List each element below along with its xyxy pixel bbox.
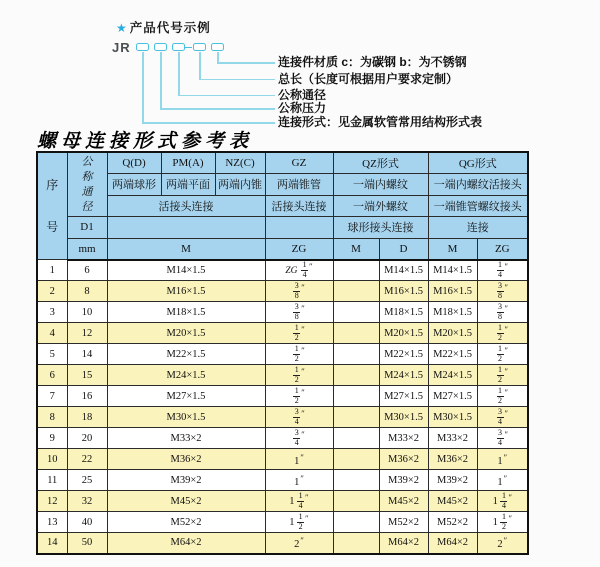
header-col-qg: QG形式 xyxy=(428,152,528,174)
cell-seq: 2 xyxy=(37,281,67,302)
cell-qg-zg: $\frac{1}{2}$ ″ xyxy=(477,365,528,386)
code-box-4 xyxy=(193,43,206,51)
code-box-1 xyxy=(136,43,149,51)
cell-qg-m: M33×2 xyxy=(428,428,477,449)
header-col-q: Q(D) xyxy=(107,152,161,174)
cell-seq: 13 xyxy=(37,512,67,533)
header-nz-sub: 两端内锥 xyxy=(215,174,265,196)
header-dn: 公称通径 xyxy=(67,152,107,217)
header-blank-1 xyxy=(107,217,265,239)
cell-qg-zg: 1 $\frac{1}{2}$ ″ xyxy=(477,512,528,533)
cell-qg-m: M14×1.5 xyxy=(428,260,477,281)
cell-m: M18×1.5 xyxy=(107,302,265,323)
header-col-gz: GZ xyxy=(265,152,333,174)
connector-line xyxy=(142,122,275,124)
cell-qg-m: M39×2 xyxy=(428,470,477,491)
cell-qz-m xyxy=(333,344,379,365)
cell-m: M39×2 xyxy=(107,470,265,491)
cell-qz-d: M36×2 xyxy=(379,449,428,470)
cell-qz-d: M18×1.5 xyxy=(379,302,428,323)
cell-gz: ZG $\frac{1}{4}$ ″ xyxy=(265,260,333,281)
cell-gz: 1 $\frac{1}{2}$ ″ xyxy=(265,512,333,533)
cell-qz-m xyxy=(333,512,379,533)
cell-seq: 12 xyxy=(37,491,67,512)
diagram-heading xyxy=(116,18,211,36)
cell-m: M52×2 xyxy=(107,512,265,533)
cell-gz: $\frac{3}{8}$ ″ xyxy=(265,302,333,323)
cell-gz: $\frac{3}{8}$ ″ xyxy=(265,281,333,302)
cell-m: M20×1.5 xyxy=(107,323,265,344)
header-blank-2 xyxy=(265,217,333,239)
header-qz-d: D xyxy=(379,238,428,260)
cell-qz-d: M24×1.5 xyxy=(379,365,428,386)
cell-seq: 9 xyxy=(37,428,67,449)
header-qg-sub2: 一端锥管螺纹接头 xyxy=(428,195,528,217)
code-dash xyxy=(184,47,192,49)
connector-line xyxy=(160,108,275,110)
cell-gz: $\frac{1}{2}$ ″ xyxy=(265,386,333,407)
cell-m: M45×2 xyxy=(107,491,265,512)
cell-dn: 32 xyxy=(67,491,107,512)
cell-qg-m: M20×1.5 xyxy=(428,323,477,344)
cell-qg-m: M45×2 xyxy=(428,491,477,512)
product-code-diagram xyxy=(0,0,600,128)
cell-qg-zg: 1″ xyxy=(477,470,528,491)
cell-qg-zg: $\frac{1}{2}$ ″ xyxy=(477,344,528,365)
code-label-diameter: 公称通径 xyxy=(278,87,327,102)
cell-seq: 10 xyxy=(37,449,67,470)
cell-dn: 25 xyxy=(67,470,107,491)
star-icon: ★ xyxy=(116,21,128,35)
table-row xyxy=(37,407,528,428)
cell-dn: 8 xyxy=(67,281,107,302)
code-box-5 xyxy=(211,43,224,51)
cell-seq: 8 xyxy=(37,407,67,428)
table-row xyxy=(37,491,528,512)
cell-qg-zg: 2″ xyxy=(477,533,528,554)
cell-seq: 11 xyxy=(37,470,67,491)
cell-seq: 7 xyxy=(37,386,67,407)
cell-qg-zg: $\frac{1}{2}$ ″ xyxy=(477,323,528,344)
cell-qg-m: M18×1.5 xyxy=(428,302,477,323)
header-zg: ZG xyxy=(265,238,333,260)
cell-dn: 6 xyxy=(67,260,107,281)
table-body xyxy=(37,260,528,554)
cell-seq: 1 xyxy=(37,260,67,281)
cell-qz-m xyxy=(333,407,379,428)
cell-qg-m: M64×2 xyxy=(428,533,477,554)
diagram-heading-text: 产品代号示例 xyxy=(129,21,211,35)
table-row xyxy=(37,470,528,491)
cell-qz-d: M39×2 xyxy=(379,470,428,491)
cell-qz-m xyxy=(333,386,379,407)
header-qg-m: M xyxy=(428,238,477,260)
header-qg-sub3: 连接 xyxy=(428,217,528,239)
cell-seq: 14 xyxy=(37,533,67,554)
cell-qg-m: M30×1.5 xyxy=(428,407,477,428)
cell-m: M27×1.5 xyxy=(107,386,265,407)
cell-qz-d: M30×1.5 xyxy=(379,407,428,428)
cell-qg-m: M16×1.5 xyxy=(428,281,477,302)
cell-dn: 18 xyxy=(67,407,107,428)
header-qg-zg: ZG xyxy=(477,238,528,260)
cell-qz-m xyxy=(333,260,379,281)
cell-qg-zg: 1″ xyxy=(477,449,528,470)
cell-m: M64×2 xyxy=(107,533,265,554)
cell-dn: 40 xyxy=(67,512,107,533)
cell-qz-d: M33×2 xyxy=(379,428,428,449)
cell-dn: 14 xyxy=(67,344,107,365)
cell-dn: 22 xyxy=(67,449,107,470)
cell-dn: 20 xyxy=(67,428,107,449)
connector-line xyxy=(199,79,275,81)
cell-gz: $\frac{1}{2}$ ″ xyxy=(265,323,333,344)
cell-seq: 4 xyxy=(37,323,67,344)
header-d1: D1 xyxy=(67,217,107,239)
cell-qz-d: M64×2 xyxy=(379,533,428,554)
header-col-nz: NZ(C) xyxy=(215,152,265,174)
cell-qg-m: M22×1.5 xyxy=(428,344,477,365)
header-gz-joint: 活接头连接 xyxy=(265,195,333,217)
cell-seq: 3 xyxy=(37,302,67,323)
cell-gz: 1″ xyxy=(265,470,333,491)
table-row xyxy=(37,344,528,365)
header-gz-sub: 两端锥管 xyxy=(265,174,333,196)
header-qz-sub3: 球形接头连接 xyxy=(333,217,428,239)
connector-line xyxy=(178,95,275,97)
code-label-material: 连接件材质 c：为碳钢 b：为不锈钢 xyxy=(278,55,467,69)
table-row xyxy=(37,428,528,449)
header-qz-sub1: 一端内螺纹 xyxy=(333,174,428,196)
cell-qz-d: M22×1.5 xyxy=(379,344,428,365)
cell-qz-m xyxy=(333,281,379,302)
cell-gz: $\frac{1}{2}$ ″ xyxy=(265,344,333,365)
nut-connection-table xyxy=(36,151,529,555)
code-prefix: JR xyxy=(112,40,131,55)
cell-qg-m: M36×2 xyxy=(428,449,477,470)
header-joint3: 活接头连接 xyxy=(107,195,265,217)
cell-qg-zg: $\frac{3}{8}$ ″ xyxy=(477,302,528,323)
cell-qz-d: M20×1.5 xyxy=(379,323,428,344)
header-col-qz: QZ形式 xyxy=(333,152,428,174)
cell-gz: $\frac{3}{4}$ ″ xyxy=(265,428,333,449)
header-col-pm: PM(A) xyxy=(161,152,215,174)
cell-qz-d: M45×2 xyxy=(379,491,428,512)
header-m: M xyxy=(107,238,265,260)
table-row xyxy=(37,260,528,281)
cell-qz-m xyxy=(333,491,379,512)
table-row xyxy=(37,302,528,323)
cell-m: M22×1.5 xyxy=(107,344,265,365)
cell-gz: $\frac{1}{2}$ ″ xyxy=(265,365,333,386)
cell-qg-zg: 1 $\frac{1}{4}$ ″ xyxy=(477,491,528,512)
table-header xyxy=(37,152,528,260)
cell-m: M14×1.5 xyxy=(107,260,265,281)
cell-seq: 6 xyxy=(37,365,67,386)
cell-qg-zg: $\frac{1}{4}$ ″ xyxy=(477,260,528,281)
cell-qz-m xyxy=(333,365,379,386)
cell-qg-zg: $\frac{3}{4}$ ″ xyxy=(477,407,528,428)
header-mm: mm xyxy=(67,238,107,260)
table-row xyxy=(37,449,528,470)
cell-dn: 10 xyxy=(67,302,107,323)
header-qz-sub2: 一端外螺纹 xyxy=(333,195,428,217)
cell-gz: 1 $\frac{1}{4}$ ″ xyxy=(265,491,333,512)
cell-qg-m: M27×1.5 xyxy=(428,386,477,407)
cell-qz-d: M14×1.5 xyxy=(379,260,428,281)
cell-gz: $\frac{3}{4}$ ″ xyxy=(265,407,333,428)
cell-qg-zg: $\frac{1}{2}$ ″ xyxy=(477,386,528,407)
cell-qz-m xyxy=(333,533,379,554)
connector-line xyxy=(178,52,180,95)
cell-qz-m xyxy=(333,302,379,323)
cell-qg-zg: $\frac{3}{4}$ ″ xyxy=(477,428,528,449)
cell-qz-m xyxy=(333,428,379,449)
code-label-length: 总长（长度可根据用户要求定制） xyxy=(278,71,459,86)
connector-line xyxy=(199,52,201,79)
table-row xyxy=(37,323,528,344)
cell-gz: 1″ xyxy=(265,449,333,470)
connector-line xyxy=(217,62,275,64)
header-qg-sub1: 一端内螺纹活接头 xyxy=(428,174,528,196)
cell-dn: 16 xyxy=(67,386,107,407)
table-row xyxy=(37,512,528,533)
cell-qz-m xyxy=(333,449,379,470)
table-row xyxy=(37,386,528,407)
header-seq: 序号 xyxy=(37,152,67,260)
header-qz-m: M xyxy=(333,238,379,260)
table-row xyxy=(37,533,528,554)
cell-qz-d: M52×2 xyxy=(379,512,428,533)
code-label-pressure: 公称压力 xyxy=(278,101,327,115)
cell-seq: 5 xyxy=(37,344,67,365)
table-row xyxy=(37,281,528,302)
cell-dn: 15 xyxy=(67,365,107,386)
cell-m: M36×2 xyxy=(107,449,265,470)
header-pm-sub: 两端平面 xyxy=(161,174,215,196)
cell-qg-m: M24×1.5 xyxy=(428,365,477,386)
table-title: 螺母连接形式参考表 xyxy=(37,131,254,152)
cell-qg-m: M52×2 xyxy=(428,512,477,533)
table-row xyxy=(37,365,528,386)
connector-line xyxy=(142,52,144,123)
cell-m: M33×2 xyxy=(107,428,265,449)
cell-qz-m xyxy=(333,323,379,344)
cell-qg-zg: $\frac{3}{8}$ ″ xyxy=(477,281,528,302)
cell-dn: 50 xyxy=(67,533,107,554)
cell-m: M30×1.5 xyxy=(107,407,265,428)
connector-line xyxy=(160,52,162,109)
cell-m: M16×1.5 xyxy=(107,281,265,302)
cell-qz-m xyxy=(333,470,379,491)
cell-dn: 12 xyxy=(67,323,107,344)
code-label-connection: 连接形式：见金属软管常用结构形式表 xyxy=(278,115,483,129)
cell-qz-d: M16×1.5 xyxy=(379,281,428,302)
header-q-sub: 两端球形 xyxy=(107,174,161,196)
cell-gz: 2″ xyxy=(265,533,333,554)
cell-qz-d: M27×1.5 xyxy=(379,386,428,407)
cell-m: M24×1.5 xyxy=(107,365,265,386)
code-box-2 xyxy=(154,43,167,51)
